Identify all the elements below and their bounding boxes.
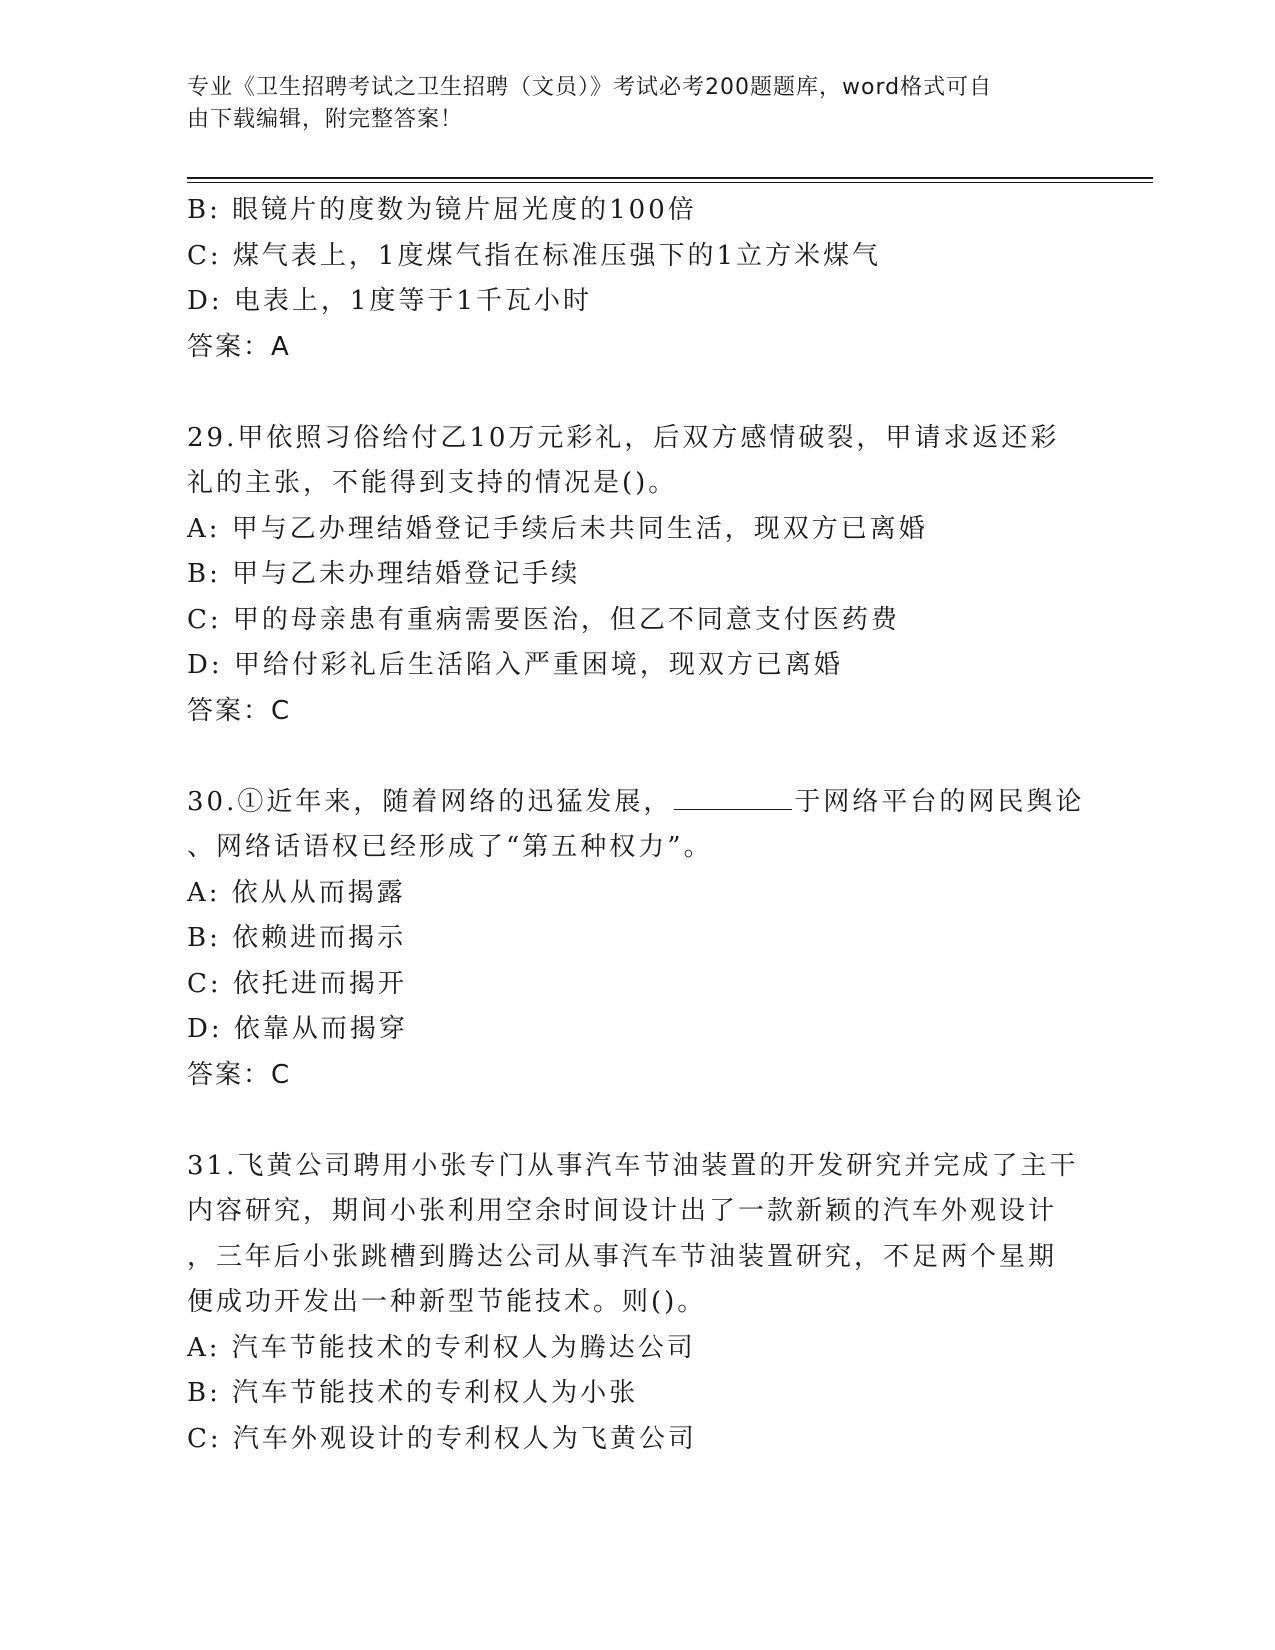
question-31: [187, 1144, 1087, 1463]
page-header: [187, 72, 1067, 136]
question-28-option-b: B: 眼镜片的度数为镜片屈光度的100倍: [187, 195, 697, 225]
header-title-line-2: 由下载编辑，附完整答案！: [187, 107, 464, 132]
question-31-stem-line-3: ，三年后小张跳槽到腾达公司从事汽车节油装置研究，不足两个星期: [187, 1241, 1058, 1272]
question-28-tail: [187, 188, 1087, 370]
question-31-option-b: B: 汽车节能技术的专利权人为小张: [187, 1378, 639, 1408]
question-30-option-c: C: 依托进而揭开: [187, 968, 407, 999]
fill-in-blank: [674, 781, 792, 810]
question-30-stem-line-2: 、网络话语权已经形成了“第五种权力”。: [187, 832, 713, 862]
question-30-stem-before-blank: 30.①近年来，随着网络的迅猛发展，: [187, 786, 673, 817]
question-30-answer: 答案：C: [187, 1059, 292, 1090]
question-31-stem-line-4: 便成功开发出一种新型节能技术。则()。: [187, 1287, 707, 1317]
question-30-option-b: B: 依赖进而揭示: [187, 923, 407, 953]
question-31-stem-line-2: 内容研究，期间小张利用空余时间设计出了一款新颖的汽车外观设计: [187, 1196, 1058, 1226]
question-29-option-c: C: 甲的母亲患有重病需要医治，但乙不同意支付医药费: [187, 604, 900, 635]
question-30-option-d: D: 依靠从而揭穿: [187, 1014, 408, 1044]
question-content: [187, 188, 1087, 1462]
question-30-stem-after-blank: 于网络平台的网民舆论: [794, 786, 1085, 817]
header-divider: [187, 177, 1153, 183]
question-28-answer: 答案：A: [187, 331, 291, 362]
question-31-option-a: A: 汽车节能技术的专利权人为腾达公司: [187, 1332, 696, 1363]
question-30-stem-line-1: [187, 780, 1087, 826]
question-29-answer: 答案：C: [187, 695, 292, 726]
question-31-option-c: C: 汽车外观设计的专利权人为飞黄公司: [187, 1423, 697, 1454]
question-29-stem-line-1: 29.甲依照习俗给付乙10万元彩礼，后双方感情破裂，甲请求返还彩: [187, 422, 1060, 453]
question-29-option-b: B: 甲与乙未办理结婚登记手续: [187, 559, 581, 589]
header-title-line-1: 专业《卫生招聘考试之卫生招聘（文员）》考试必考200题题库，word格式可自: [187, 75, 993, 100]
question-29-option-d: D: 甲给付彩礼后生活陷入严重困境，现双方已离婚: [187, 650, 843, 680]
question-29-stem-line-2: 礼的主张，不能得到支持的情况是()。: [187, 468, 678, 498]
question-28-option-d: D: 电表上，1度等于1千瓦小时: [187, 286, 592, 316]
question-30-option-a: A: 依从从而揭露: [187, 877, 406, 908]
spacer: [187, 1098, 1087, 1144]
question-29: [187, 416, 1087, 735]
question-31-stem-line-1: 31.飞黄公司聘用小张专门从事汽车节油装置的开发研究并完成了主干: [187, 1150, 1079, 1181]
spacer: [187, 370, 1087, 416]
spacer: [187, 734, 1087, 780]
question-28-option-c: C: 煤气表上，1度煤气指在标准压强下的1立方米煤气: [187, 240, 882, 271]
question-30: [187, 780, 1087, 1099]
question-29-option-a: A: 甲与乙办理结婚登记手续后未共同生活，现双方已离婚: [187, 513, 928, 544]
